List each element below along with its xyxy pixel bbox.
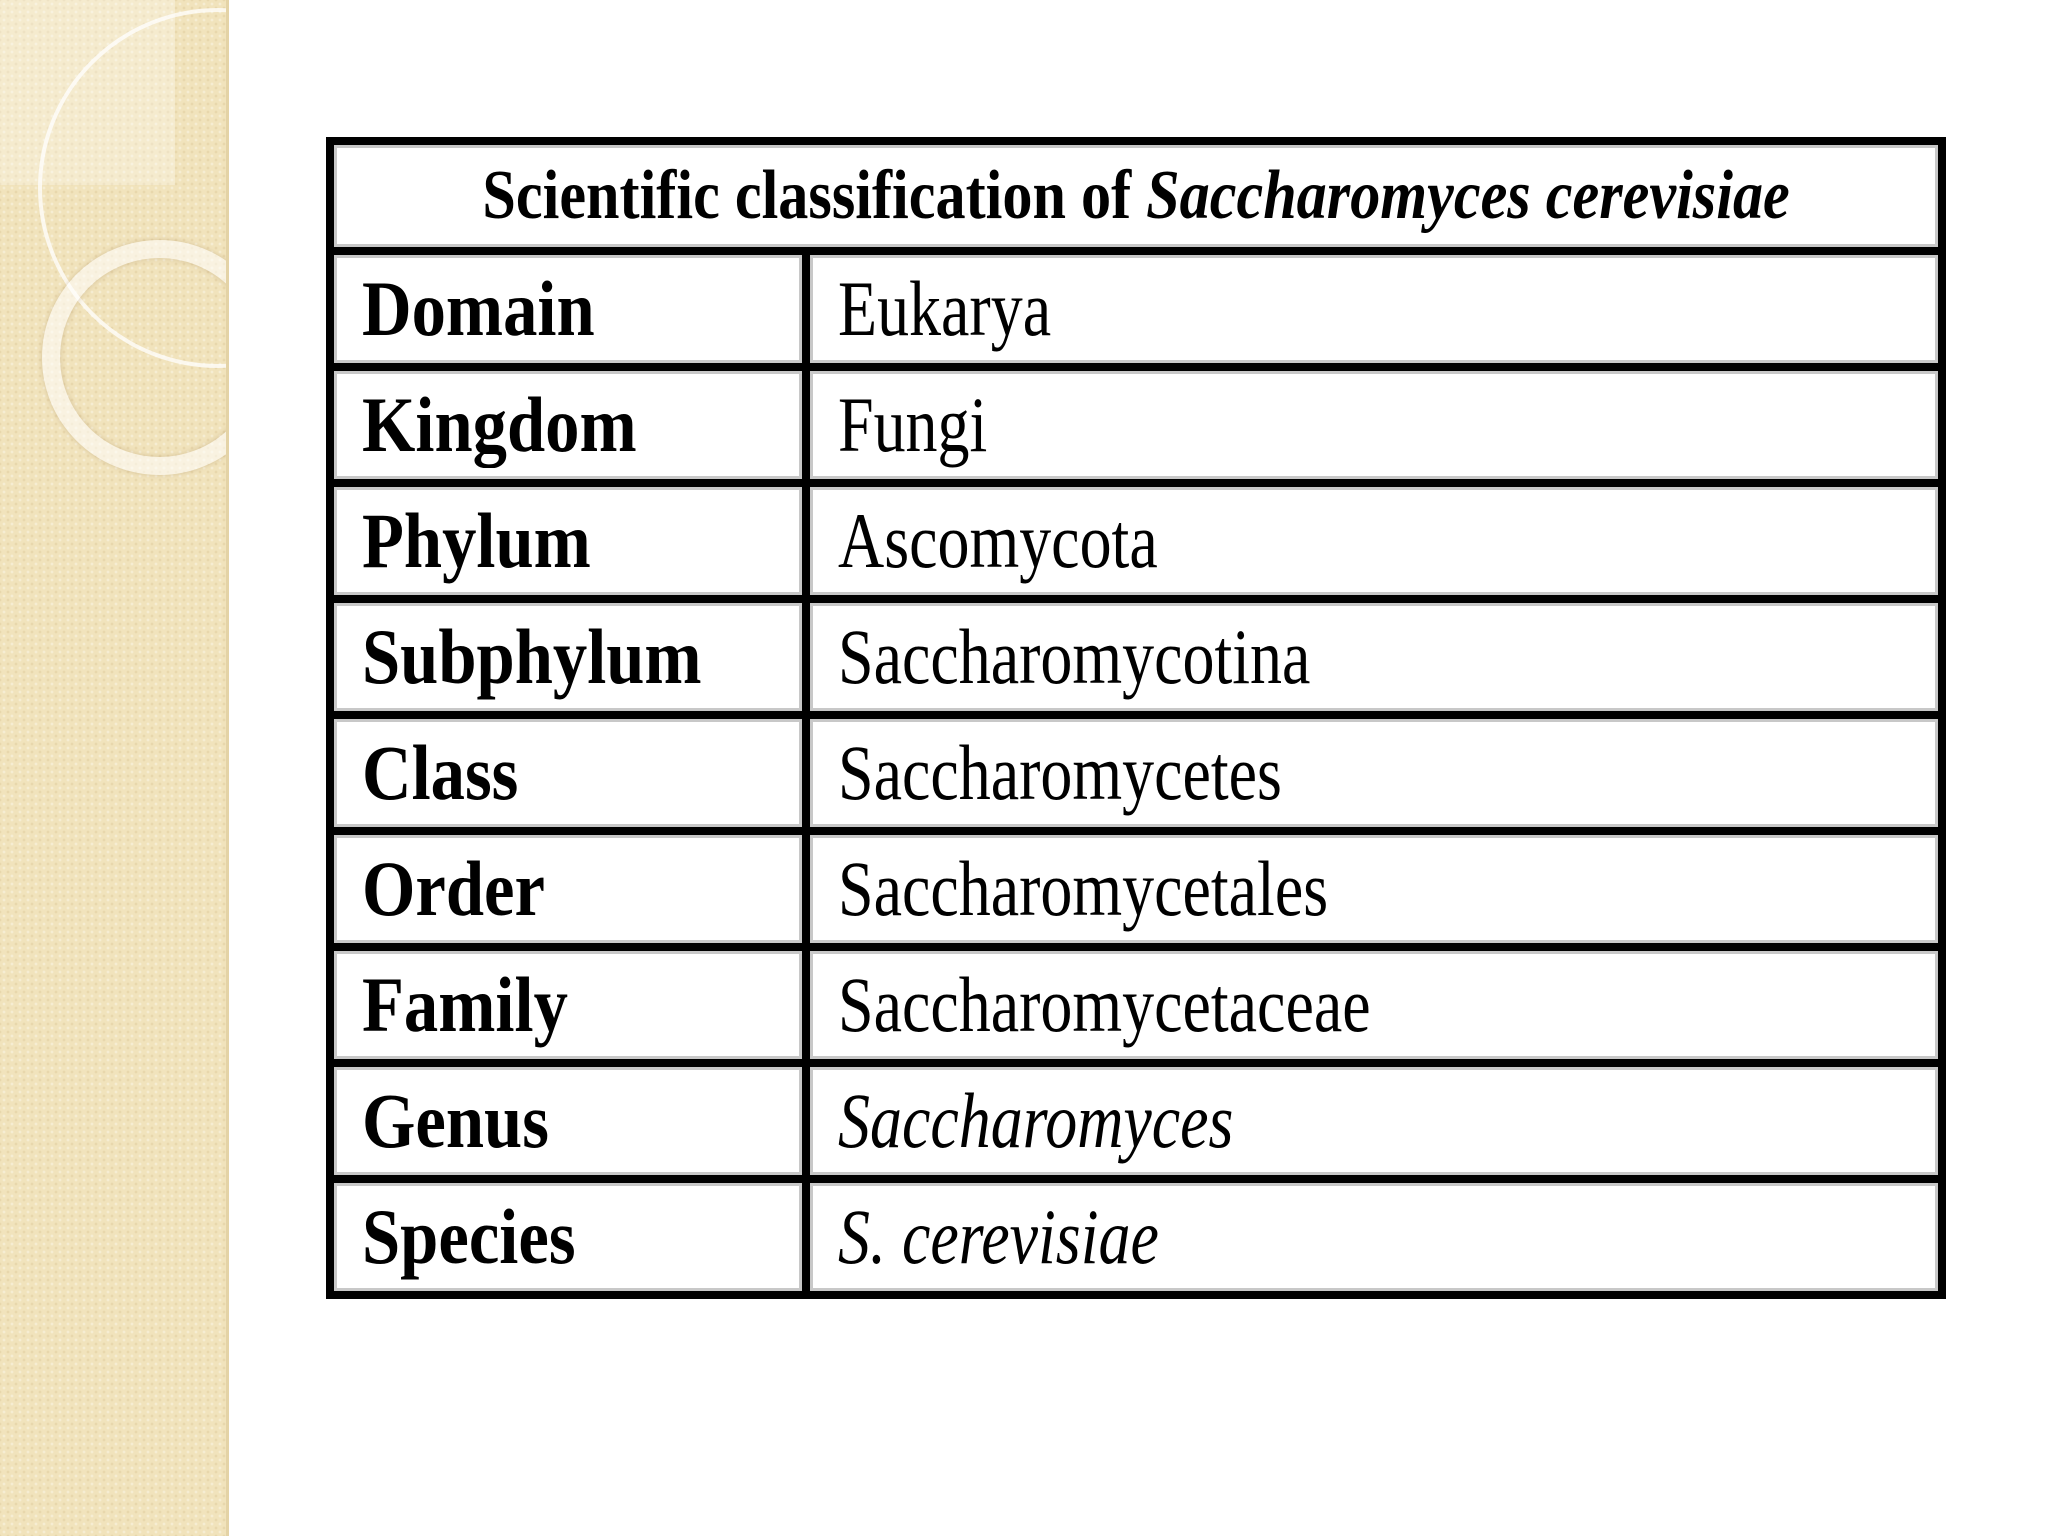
rank-label: Order — [362, 845, 545, 932]
taxon-cell — [806, 367, 1942, 483]
table-row — [330, 715, 1942, 831]
rank-cell — [330, 1179, 806, 1295]
table-row — [330, 947, 1942, 1063]
taxon-value: Saccharomyces — [838, 1077, 1234, 1164]
rank-label: Class — [362, 729, 519, 816]
rank-cell — [330, 831, 806, 947]
taxon-value: Fungi — [838, 381, 988, 468]
table-title-row — [330, 141, 1942, 251]
taxon-cell — [806, 1063, 1942, 1179]
taxon-cell — [806, 599, 1942, 715]
rank-label: Family — [362, 961, 568, 1048]
taxon-cell — [806, 251, 1942, 367]
rank-cell — [330, 483, 806, 599]
rank-label: Kingdom — [362, 381, 637, 468]
rank-label: Phylum — [362, 497, 591, 584]
rank-cell — [330, 367, 806, 483]
taxon-value: Ascomycota — [838, 497, 1158, 584]
taxon-value: S. cerevisiae — [838, 1193, 1159, 1280]
table-title-prefix: Scientific classification of — [482, 157, 1147, 234]
table-title-species: Saccharomyces cerevisiae — [1146, 157, 1790, 234]
table-row — [330, 1179, 1942, 1295]
rank-label: Species — [362, 1193, 576, 1280]
table-row — [330, 831, 1942, 947]
table-row — [330, 1063, 1942, 1179]
taxon-cell — [806, 947, 1942, 1063]
taxon-value: Eukarya — [838, 265, 1052, 352]
taxon-cell — [806, 483, 1942, 599]
rank-cell — [330, 251, 806, 367]
taxon-cell — [806, 1179, 1942, 1295]
rank-cell — [330, 947, 806, 1063]
taxon-cell — [806, 715, 1942, 831]
taxon-value: Saccharomycetales — [838, 845, 1329, 932]
rank-label: Genus — [362, 1077, 549, 1164]
table-row — [330, 483, 1942, 599]
decorative-side-strip — [0, 0, 229, 1536]
table-title — [330, 141, 1942, 251]
table-row — [330, 251, 1942, 367]
classification-table — [326, 137, 1946, 1299]
table-row — [330, 367, 1942, 483]
taxon-value: Saccharomycotina — [838, 613, 1311, 700]
rank-cell — [330, 599, 806, 715]
taxon-value: Saccharomycetaceae — [838, 961, 1371, 1048]
rank-label: Domain — [362, 265, 595, 352]
rank-cell — [330, 715, 806, 831]
taxon-cell — [806, 831, 1942, 947]
rank-label: Subphylum — [362, 613, 702, 700]
rank-cell — [330, 1063, 806, 1179]
table-row — [330, 599, 1942, 715]
taxon-value: Saccharomycetes — [838, 729, 1282, 816]
